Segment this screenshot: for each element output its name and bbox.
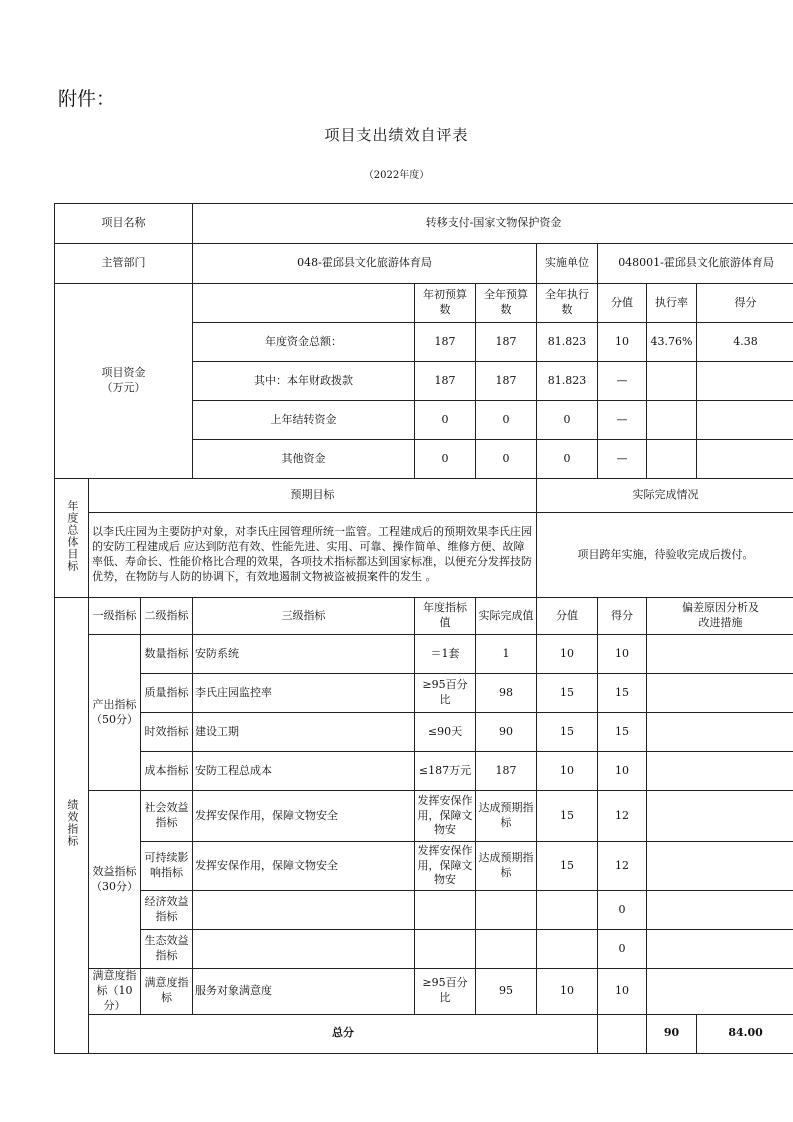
indicator-target: ≥95百分比 — [415, 674, 476, 713]
header-full-budget-line2: 数 — [500, 303, 512, 316]
fund-row-exec: 81.823 — [537, 362, 598, 401]
indicator-actual: 达成预期指标 — [476, 791, 537, 842]
attachment-label: 附件： — [58, 88, 116, 110]
indicator-actual: 达成预期指标 — [476, 842, 537, 891]
indicator-target: ≤90天 — [415, 713, 476, 752]
indicator-score-value — [537, 930, 598, 969]
indicator-actual: 95 — [476, 969, 537, 1015]
indicator-level2: 可持续影响指标 — [141, 842, 193, 891]
fund-row-rate — [647, 362, 697, 401]
expected-goal-text: 以李氏庄园为主要防护对象，对李氏庄园管理所统一监管。工程建成后的预期效果李氏庄园的安防工程建成后 应达到防范有效、性能先进、实用、可靠、操作简单、维修方便、故障率低、寿命长、性能价格比合理的效果，各项技术指标都达到国家标准，以便充分发挥技防优势，在物防与人防的协调下，有效地遏制文物被盗被损案件的发生 。 — [89, 513, 537, 598]
output-group-line2: （50分） — [91, 712, 138, 726]
effect-indicators-group — [89, 791, 141, 969]
indicator-score: 15 — [598, 713, 647, 752]
indicator-level2: 社会效益指标 — [141, 791, 193, 842]
indicator-actual: 90 — [476, 713, 537, 752]
indicator-level3 — [193, 891, 415, 930]
fund-row-exec: 0 — [537, 440, 598, 479]
indicator-score: 0 — [598, 891, 647, 930]
indicator-deviation — [647, 713, 793, 752]
indicator-score-value: 15 — [537, 674, 598, 713]
total-label: 总分 — [89, 1014, 598, 1053]
fund-row-score — [697, 401, 793, 440]
indicator-level2: 数量指标 — [141, 635, 193, 674]
indicator-actual: 98 — [476, 674, 537, 713]
satisfaction-group-line1: 满意度指 — [92, 969, 137, 982]
indicator-deviation — [647, 842, 793, 891]
indicator-level2: 成本指标 — [141, 752, 193, 791]
funds-label-line1: 项目资金 — [101, 366, 146, 380]
fund-row-rate — [647, 401, 697, 440]
header-target-line2: 值 — [439, 616, 451, 629]
fund-row-full: 187 — [476, 323, 537, 362]
fund-row-label: 其中：本年财政拨款 — [193, 362, 415, 401]
expected-goal-header: 预期目标 — [89, 479, 537, 513]
page-title: 项目支出绩效自评表 — [324, 126, 469, 144]
indicator-score: 15 — [598, 674, 647, 713]
indicator-actual: 187 — [476, 752, 537, 791]
indicator-target: 发挥安保作用，保障文物安 — [415, 842, 476, 891]
fund-row-label: 其他资金 — [193, 440, 415, 479]
fund-row-full: 0 — [476, 401, 537, 440]
project-name-label: 项目名称 — [55, 204, 193, 244]
header-deviation — [647, 598, 793, 635]
indicator-level3: 服务对象满意度 — [193, 969, 415, 1015]
header-full-exec-line1: 全年执行 — [545, 288, 590, 302]
header-level3: 三级指标 — [193, 598, 415, 635]
indicator-level3 — [193, 930, 415, 969]
header-level2: 二级指标 — [141, 598, 193, 635]
fund-row-initial: 187 — [415, 323, 476, 362]
indicator-actual — [476, 930, 537, 969]
header-full-budget-line1: 全年预算 — [484, 288, 529, 302]
indicator-score-value: 10 — [537, 752, 598, 791]
effect-group-line1: 效益指标 — [92, 864, 137, 878]
indicators-label — [55, 598, 89, 1054]
indicator-level3: 发挥安保作用，保障文物安全 — [193, 842, 415, 891]
indicator-deviation — [647, 969, 793, 1015]
header-initial-budget-line1: 年初预算 — [423, 288, 468, 302]
indicator-score: 12 — [598, 791, 647, 842]
indicator-score-value: 10 — [537, 969, 598, 1015]
indicator-score-value: 10 — [537, 635, 598, 674]
indicator-level3: 安防系统 — [193, 635, 415, 674]
fund-row-rate — [647, 440, 697, 479]
indicator-level2: 经济效益指标 — [141, 891, 193, 930]
indicator-score: 10 — [598, 635, 647, 674]
report-year: （2022年度） — [363, 170, 430, 181]
indicator-level2: 时效指标 — [141, 713, 193, 752]
actual-result-header: 实际完成情况 — [537, 479, 793, 513]
total-blank — [598, 1014, 647, 1053]
project-name: 转移支付-国家文物保护资金 — [193, 204, 793, 244]
indicator-deviation — [647, 891, 793, 930]
fund-row-full: 187 — [476, 362, 537, 401]
indicator-deviation — [647, 791, 793, 842]
actual-result-text: 项目跨年实施，待验收完成后拨付。 — [537, 513, 793, 598]
total-score-value: 90 — [647, 1014, 697, 1053]
header-deviation-line1: 偏差原因分析及 — [682, 601, 760, 615]
indicator-level3: 发挥安保作用，保障文物安全 — [193, 791, 415, 842]
header-full-exec-line2: 数 — [561, 303, 573, 316]
fund-row-initial: 0 — [415, 440, 476, 479]
indicator-score-value: 15 — [537, 791, 598, 842]
fund-row-label: 年度资金总额： — [193, 323, 415, 362]
indicator-level3: 李氏庄园监控率 — [193, 674, 415, 713]
fund-row-score-value: — — [598, 401, 647, 440]
indicator-actual: 1 — [476, 635, 537, 674]
indicator-level2: 质量指标 — [141, 674, 193, 713]
indicator-level2: 满意度指标 — [141, 969, 193, 1015]
fund-row-exec: 81.823 — [537, 323, 598, 362]
indicator-score-value: 15 — [537, 713, 598, 752]
fund-row-score-value: — — [598, 362, 647, 401]
indicator-target: ＝1套 — [415, 635, 476, 674]
header-initial-budget-line2: 数 — [439, 303, 451, 316]
header-target-line1: 年度指标 — [423, 601, 468, 615]
header-deviation-line2: 改进措施 — [698, 616, 743, 629]
fund-row-initial: 0 — [415, 401, 476, 440]
indicator-level3: 安防工程总成本 — [193, 752, 415, 791]
fund-row-exec: 0 — [537, 401, 598, 440]
indicator-level2: 生态效益指标 — [141, 930, 193, 969]
total-score: 84.00 — [697, 1014, 793, 1053]
self-evaluation-table — [54, 203, 793, 1054]
funds-header-blank — [193, 284, 415, 323]
fund-row-full: 0 — [476, 440, 537, 479]
indicator-deviation — [647, 635, 793, 674]
fund-row-rate: 43.76% — [647, 323, 697, 362]
fund-row-score-value: 10 — [598, 323, 647, 362]
dept-label: 主管部门 — [55, 244, 193, 284]
indicator-score: 10 — [598, 969, 647, 1015]
indicator-target: 发挥安保作用，保障文物安 — [415, 791, 476, 842]
header-full-budget — [476, 284, 537, 323]
header-actual: 实际完成值 — [476, 598, 537, 635]
indicator-deviation — [647, 752, 793, 791]
indicator-level3: 建设工期 — [193, 713, 415, 752]
header-score-value: 分值 — [598, 284, 647, 323]
fund-row-score — [697, 362, 793, 401]
indicator-score-value — [537, 891, 598, 930]
indicator-actual — [476, 891, 537, 930]
indicator-score: 12 — [598, 842, 647, 891]
header-score: 得分 — [697, 284, 793, 323]
fund-row-score — [697, 440, 793, 479]
fund-row-score-value: — — [598, 440, 647, 479]
output-group-line1: 产出指标 — [92, 697, 137, 711]
output-indicators-group — [89, 635, 141, 791]
impl-label: 实施单位 — [537, 244, 598, 284]
annual-goal-label — [55, 479, 89, 598]
indicator-deviation — [647, 930, 793, 969]
indicator-target — [415, 930, 476, 969]
indicator-score-value: 15 — [537, 842, 598, 891]
fund-row-score: 4.38 — [697, 323, 793, 362]
indicator-score: 10 — [598, 752, 647, 791]
header-score-value: 分值 — [537, 598, 598, 635]
funds-label-line2: （万元） — [101, 381, 146, 394]
header-full-exec — [537, 284, 598, 323]
indicator-target: ≤187万元 — [415, 752, 476, 791]
indicator-deviation — [647, 674, 793, 713]
header-score: 得分 — [598, 598, 647, 635]
fund-row-label: 上年结转资金 — [193, 401, 415, 440]
header-level1: 一级指标 — [89, 598, 141, 635]
funds-label — [55, 284, 193, 479]
indicator-score: 0 — [598, 930, 647, 969]
dept-value: 048-霍邱县文化旅游体育局 — [193, 244, 537, 284]
satisfaction-indicators-group — [89, 969, 141, 1015]
fund-row-initial: 187 — [415, 362, 476, 401]
indicator-target: ≥95百分比 — [415, 969, 476, 1015]
header-exec-rate: 执行率 — [647, 284, 697, 323]
indicators-label-text: 绩效指标 — [65, 798, 79, 847]
annual-goal-label-text: 年度总体目标 — [65, 499, 79, 572]
satisfaction-group-line2: 标（10分） — [96, 983, 133, 1012]
impl-value: 048001-霍邱县文化旅游体育局 — [598, 244, 793, 284]
header-target — [415, 598, 476, 635]
indicator-target — [415, 891, 476, 930]
header-initial-budget — [415, 284, 476, 323]
effect-group-line2: （30分） — [91, 879, 138, 893]
